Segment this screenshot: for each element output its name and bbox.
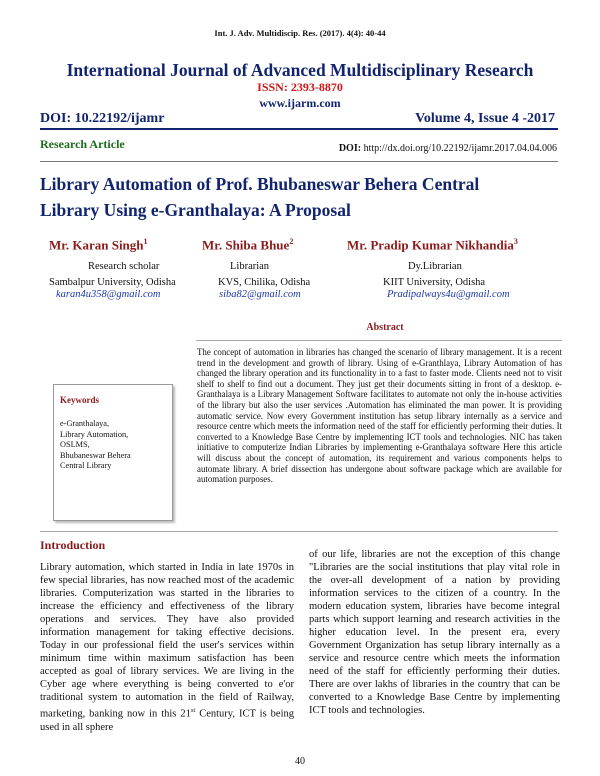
author-email-3[interactable]: Pradipalways4u@gmail.com (387, 289, 510, 300)
article-type: Research Article (40, 137, 125, 151)
keyword-item: Bhubaneswar Behera (60, 450, 131, 460)
author-role-3: Dy.Librarian (408, 261, 462, 272)
author-institution-1: Sambalpur University, Odisha (49, 277, 176, 288)
header-divider (40, 128, 558, 130)
keyword-item: OSLMS, (60, 440, 90, 449)
issn: ISSN: 2393-8870 (257, 80, 343, 94)
author-name-1: Mr. Karan Singh$^1$ (49, 237, 148, 253)
introduction-left-column: Library automation, which started in India in late 1970s in few special libraries, has now reached most of the academic libraries. Computerization was started in the libraries to increase the efficiency and effectiveness of the library operations and services. They have also provided information management for taking effective decisions. Today in our professional field the user's services within minimum time within maximum satisfaction has been accepted as goal of library services. We are living in the Cyber age where everything is being converted to e'or traditional system to automation in the field of Railway, marketing, banking now in this 21st Century, ICT is being used in all sphere (40, 562, 294, 733)
author-name-2: Mr. Shiba Bhue$^2$ (202, 237, 294, 253)
paper-title-line-1: Library Automation of Prof. Bhubaneswar Behera Central (40, 174, 480, 194)
author-name-3: Mr. Pradip Kumar Nikhandia$^3$ (347, 237, 518, 253)
paper-title-line-2: Library Using e-Granthalaya: A Proposal (40, 200, 351, 220)
introduction-right-column: of our life, libraries are not the exception of this change "Libraries are the social institutions that play vital role in the over-all development of a nation by providing information services to the citizen of a country. In the modern education system, libraries have become integral parts which support learning and research activities in the higher education level. In the present era, every Government Organization has setup library internally as a service and resource centre which meets the information need of the staff for efficiently performing their duties. There are over lakhs of libraries in the country that can be converted to a Knowledge Base Centre by implementing ICT tools and technologies. (309, 549, 560, 716)
keyword-item: Library Automation, (60, 429, 129, 439)
page-number: 40 (295, 756, 305, 767)
paper-title (40, 171, 560, 223)
author-role-1: Research scholar (88, 261, 160, 272)
keywords-heading: Keywords (60, 395, 99, 405)
author-role-2: Librarian (230, 261, 270, 272)
journal-url[interactable]: www.ijarm.com (259, 96, 341, 110)
keywords-box (53, 384, 173, 521)
running-head: Int. J. Adv. Multidiscip. Res. (2017). 4(4): 40-44 (214, 28, 386, 38)
author-institution-2: KVS, Chilika, Odisha (218, 277, 311, 288)
journal-doi: DOI: 10.22192/ijamr (40, 111, 165, 126)
journal-title: International Journal of Advanced Multidisciplinary Research (66, 60, 534, 80)
keyword-item: e-Granthalaya, (60, 419, 110, 428)
abstract-text: The concept of automation in libraries has changed the scenario of library management. It is a recent trend in the development and growth of library. Using of e-Granthlaya, Library Automation of has changed the library operation and its functionality in to a fast to faster mode. Clients need not to visit shelf to shelf to find out a document. They just get their documents sitting in front of a desktop. e-Granthalaya is a Library Management Software facilitates to automate not only the in-house activities of the library but also the user services .Automation has eliminated the man power. It is providing automatic service. Now every Government institution has setup library internally as a service and resource centre which meets the information need of the staff for efficiently performing their duties. It converted to a Knowledge Base Centre by implementing ICT tools and technologies. NIC has taken initiative to computerize Indian Libraries by implementing e-Granthalaya software Here this article will discuss about the concept of automation, its requirement and various components helps to automate library. A brief dissection has undergone about software package which are available for automation purposes. (197, 347, 562, 485)
introduction-divider (40, 531, 558, 532)
author-email-1[interactable]: karan4u358@gmail.com (56, 289, 161, 300)
author-email-2[interactable]: siba82@gmail.com (219, 289, 301, 300)
article-doi-link[interactable]: http://dx.doi.org/10.22192/ijamr.2017.04.04.006 (363, 143, 557, 154)
keyword-item: Central Library (60, 461, 112, 470)
article-doi (339, 143, 557, 154)
introduction-heading: Introduction (40, 538, 106, 552)
author-institution-3: KIIT University, Odisha (383, 277, 486, 288)
title-divider (40, 161, 558, 162)
volume-issue: Volume 4, Issue 4 -2017 (415, 111, 555, 126)
abstract-heading: Abstract (366, 322, 404, 333)
article-doi-label: DOI: (338, 143, 362, 154)
abstract-divider (196, 340, 562, 341)
keywords-list (60, 419, 131, 472)
